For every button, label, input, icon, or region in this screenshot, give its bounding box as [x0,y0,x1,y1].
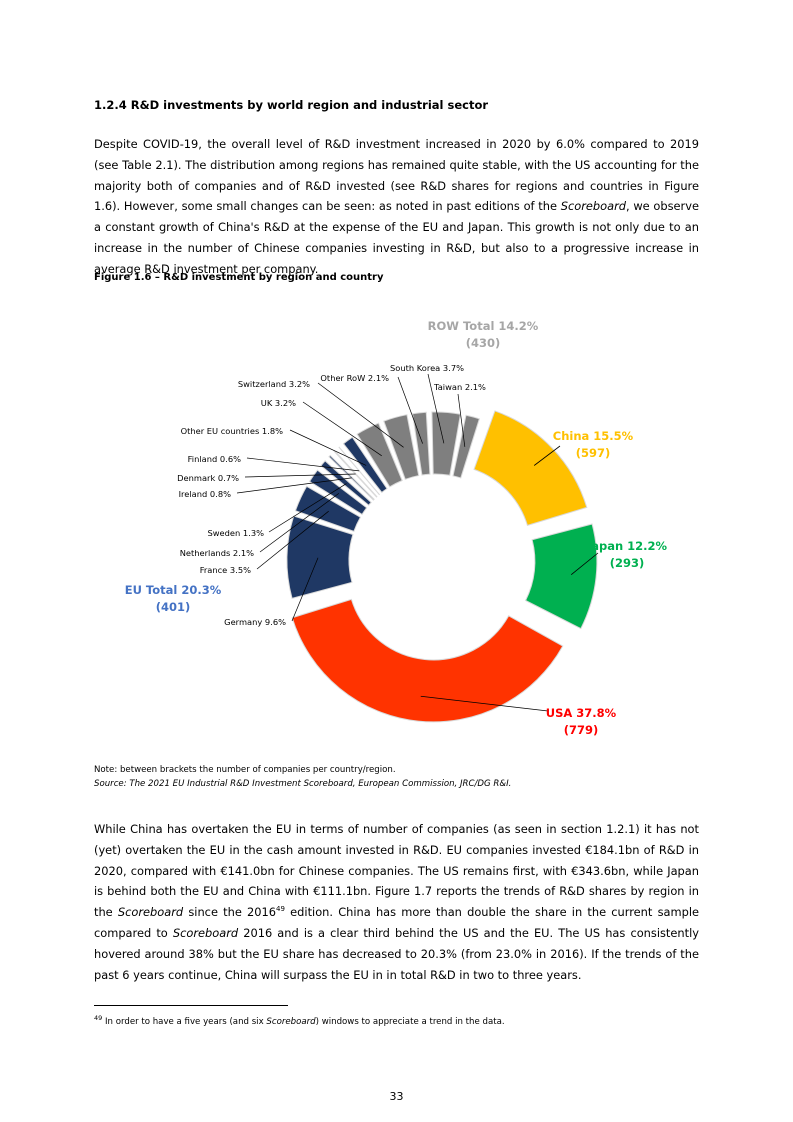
group-count-row: (430) [465,336,501,350]
label-denmark: Denmark 0.7% [177,473,239,483]
intro-paragraph: Despite COVID-19, the overall level of R&D investment increased in 2020 by 6.0% compared to 2019 (see Table 2.1). The distribution among regions has remained quite stable, with the US accounting for the majority both of companies and of R&D invested (see R&D shares for regions and countries in Figure 1.6). However, some small changes can be seen: as noted in past editions of the Scoreboard, we observe a constant growth of China's R&D at the expense of the EU and Japan. This growth is not only due to an increase in the number of Chinese companies investing in R&D, but also to a progressive increase in average R&D investment per company. [94,137,699,276]
label-other-eu-countries: Other EU countries 1.8% [180,426,283,436]
label-germany: Germany 9.6% [224,617,286,627]
slice-usa [292,599,563,722]
label-sweden: Sweden 1.3% [207,528,264,538]
label-netherlands: Netherlands 2.1% [179,548,254,558]
count-japan: (293) [609,556,645,570]
label-finland: Finland 0.6% [187,454,241,464]
group-count-eu: (401) [155,600,191,614]
page-number: 33 [389,1090,404,1103]
figure-title: Figure 1.6 – R&D investment by region and country [94,272,384,283]
note-text: Note: between brackets the number of companies per country/region. [94,765,396,775]
label-switzerland: Switzerland 3.2% [237,379,310,389]
group-label-eu: EU Total 20.3% [124,583,222,597]
section-heading: 1.2.4 R&D investments by world region and industrial sector [94,98,489,112]
label-uk: UK 3.2% [260,398,296,408]
source-text: Source: The 2021 EU Industrial R&D Investment Scoreboard, European Commission, JRC/DG R&I. [94,779,512,789]
footnote-reference[interactable]: 49 [276,905,285,914]
label-taiwan: Taiwan 2.1% [434,382,486,392]
figure-note [94,763,511,791]
analysis-paragraph: While China has overtaken the EU in terms of number of companies (as seen in section 1.2.1) it has not (yet) overtaken the EU in the cash amount invested in R&D. EU companies invested €184.1bn of R&D in 2020, compared with €141.0bn for Chinese companies. The US remains first, with €343.6bn, while Japan is behind both the EU and China with €111.1bn. Figure 1.7 reports the trends of R&D shares by region in the Scoreboard since the 2016$^{49}$ edition. China has more than double the share in the current sample compared to Scoreboard 2016 and is a clear third behind the US and the EU. The US has consistently hovered around 38% but the EU share has decreased to 20.3% (from 23.0% in 2016). If the trends of the past 6 years continue, China will surpass the EU in in total R&D in two to three years. [94,822,699,982]
group-label-row: ROW Total 14.2% [427,319,539,333]
label-other-row: Other RoW 2.1% [320,373,389,383]
label-france: France 3.5% [199,565,251,575]
label-china: China 15.5% [552,429,634,443]
label-usa: USA 37.8% [545,706,617,720]
chart-slices [287,411,597,722]
count-usa: (779) [563,723,599,737]
label-japan: Japan 12.2% [586,539,668,553]
count-china: (597) [575,446,611,460]
slice-germany [287,516,353,598]
footnote-divider [94,1005,288,1006]
label-south-korea: South Korea 3.7% [390,363,464,373]
footnote: $^{49}$ In order to have a five years (and six Scoreboard) windows to appreciate a trend in the data. [94,1014,505,1027]
label-ireland: Ireland 0.8% [178,489,231,499]
